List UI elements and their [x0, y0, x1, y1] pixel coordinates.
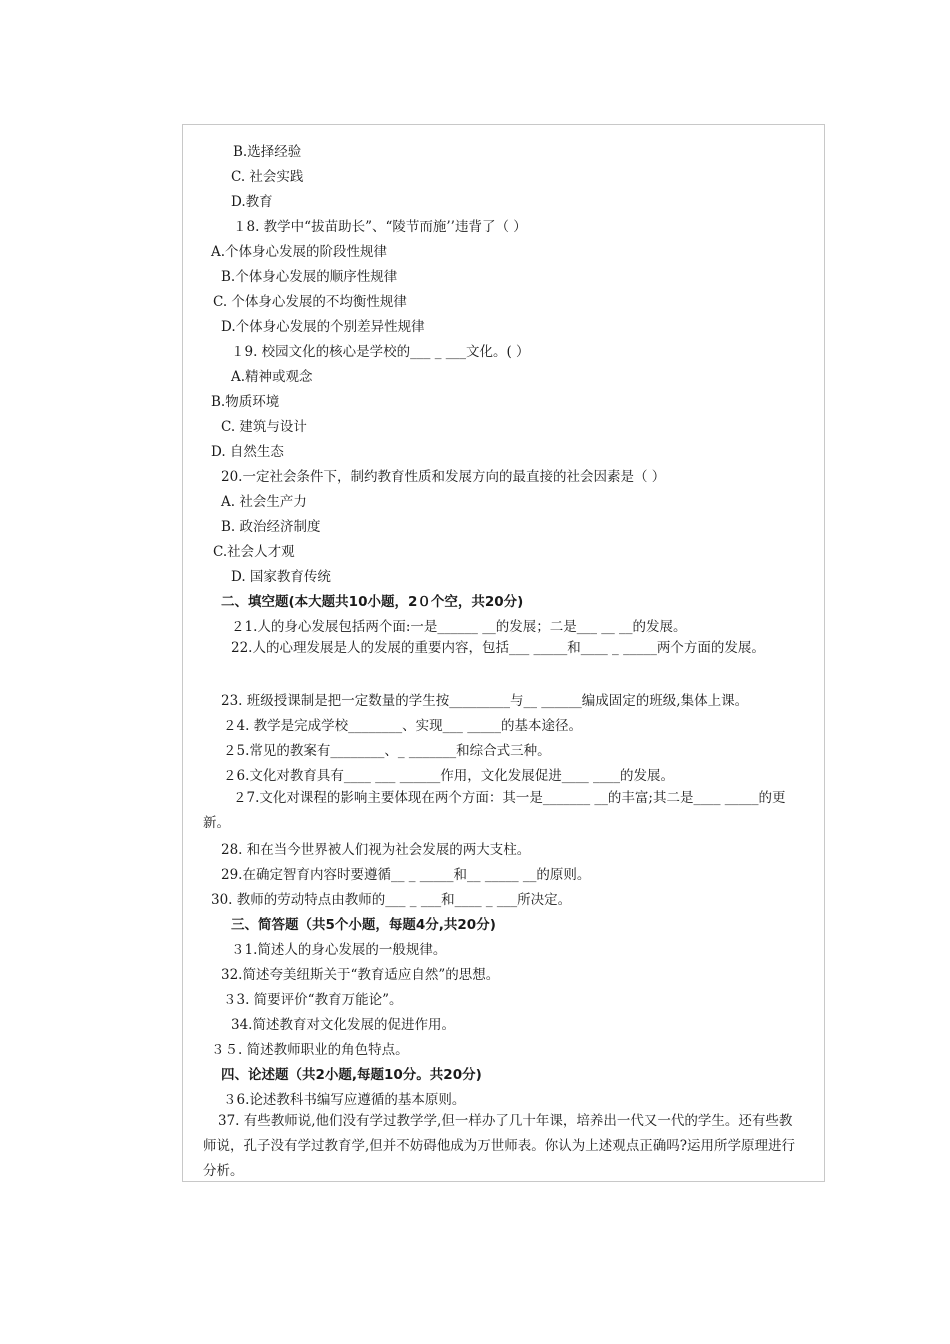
option-d-education: D.教育 — [231, 194, 273, 210]
section-fill-in-heading: 二、填空题(本大题共10小题，2０个空，共20分) — [221, 594, 524, 610]
q19-option-d: D. 自然生态 — [211, 444, 284, 460]
question-25: ２5.常见的教案有________、_ _______和综合式三种。 — [223, 743, 551, 759]
question-36: ３6.论述教科书编写应遵循的基本原则。 — [223, 1092, 466, 1108]
q20-option-b: B. 政治经济制度 — [221, 519, 321, 535]
q18-option-b: B.个体身心发展的顺序性规律 — [221, 269, 398, 285]
question-20: 20.一定社会条件下，制约教育性质和发展方向的最直接的社会因素是（ ） — [221, 469, 666, 485]
question-21: ２1.人的身心发展包括两个面:一是______ __的发展；二是___ __ __的发展。 — [231, 619, 687, 635]
option-c-social-practice: C. 社会实践 — [231, 169, 304, 185]
section-essay-heading: 四、论述题（共2小题,每题10分。共20分) — [221, 1067, 482, 1083]
question-28: 28. 和在当今世界被人们视为社会发展的两大支柱。 — [221, 842, 531, 858]
q20-option-c: C.社会人才观 — [213, 544, 295, 560]
q20-option-a: A. 社会生产力 — [221, 494, 307, 510]
question-30: 30. 教师的劳动特点由教师的___ _ ___和____ _ ___所决定。 — [211, 892, 572, 908]
question-19: １9. 校园文化的核心是学校的___ _ ___文化。( ） — [231, 344, 530, 360]
question-22: 22.人的心理发展是人的发展的重要内容，包括___ _____和____ _ _____两个方面的发展。 — [231, 640, 765, 656]
option-b-choose-experience: B.选择经验 — [233, 144, 302, 160]
q18-option-a: A.个体身心发展的阶段性规律 — [211, 244, 388, 260]
question-31: ３1.简述人的身心发展的一般规律。 — [231, 942, 447, 958]
question-32: 32.简述夸美纽斯关于“教育适应自然”的思想。 — [221, 967, 500, 983]
question-24: ２4. 教学是完成学校________、实现___ _____的基本途径。 — [223, 718, 582, 734]
question-29: 29.在确定智育内容时要遵循__ _ _____和__ _____ __的原则。 — [221, 867, 591, 883]
question-27: ２7.文化对课程的影响主要体现在两个方面：其一是_______ __的丰富;其二是____ _____的更新。 — [203, 790, 786, 831]
question-35: ３５. 简述教师职业的角色特点。 — [211, 1042, 409, 1058]
q19-option-b: B.物质环境 — [211, 394, 280, 410]
q18-option-d: D.个体身心发展的个别差异性规律 — [221, 319, 425, 335]
q19-option-c: C. 建筑与设计 — [221, 419, 307, 435]
question-23: 23. 班级授课制是把一定数量的学生按_________与__ ______编成固定的班级,集体上课。 — [221, 693, 749, 709]
question-34: 34.简述教育对文化发展的促进作用。 — [231, 1017, 455, 1033]
question-26: ２6.文化对教育具有____ ___ ______作用，文化发展促进____ ____的发展。 — [223, 768, 675, 784]
question-18: １8. 教学中“拔苗助长”、“陵节而施’’违背了（ ） — [233, 219, 527, 235]
q20-option-d: D. 国家教育传统 — [231, 569, 331, 585]
question-37: 37. 有些教师说,他们没有学过教学学,但一样办了几十年课，培养出一代又一代的学生。还有些教师说，孔子没有学过教育学,但并不妨碍他成为万世师表。你认为上述观点正确吗?运用所学原理进行分析。 — [203, 1113, 796, 1179]
question-33: ３3. 简要评价“教育万能论”。 — [223, 992, 403, 1008]
q18-option-c: C. 个体身心发展的不均衡性规律 — [213, 294, 407, 310]
page-frame — [182, 124, 825, 1182]
section-short-answer-heading: 三、简答题（共5个小题，每题4分,共20分) — [231, 917, 496, 933]
q19-option-a: A.精神或观念 — [231, 369, 313, 385]
